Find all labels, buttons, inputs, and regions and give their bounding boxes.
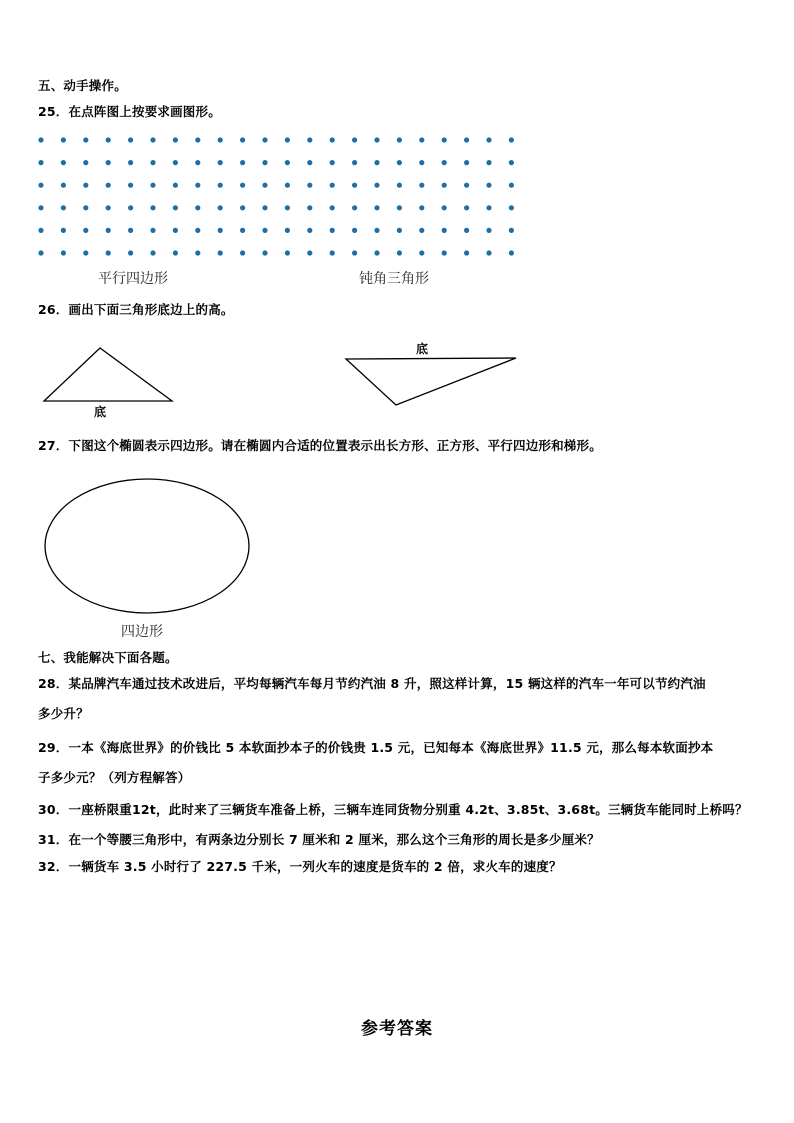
grid-dot: [106, 250, 111, 255]
grid-dot: [509, 228, 514, 233]
grid-dot: [83, 160, 88, 165]
grid-dot: [486, 205, 491, 210]
grid-dot: [397, 205, 402, 210]
grid-dot: [195, 183, 200, 188]
grid-dot: [307, 160, 312, 165]
ellipse-caption: 四边形: [121, 624, 163, 640]
grid-dot: [442, 250, 447, 255]
grid-dot: [106, 205, 111, 210]
grid-dot: [285, 137, 290, 142]
grid-dot: [352, 160, 357, 165]
grid-dot: [61, 250, 66, 255]
question-26: 26．画出下面三角形底边上的高。: [38, 302, 234, 317]
section5-heading: 五、动手操作。: [38, 78, 127, 93]
grid-dot: [173, 160, 178, 165]
grid-dot: [38, 205, 43, 210]
grid-dot: [38, 183, 43, 188]
grid-dot: [464, 183, 469, 188]
grid-dot: [509, 137, 514, 142]
grid-dot: [352, 228, 357, 233]
grid-dot: [262, 250, 267, 255]
grid-dot: [330, 250, 335, 255]
grid-dot: [128, 160, 133, 165]
caption-parallelogram: 平行四边形: [98, 271, 168, 287]
grid-dot: [397, 183, 402, 188]
grid-dot: [173, 137, 178, 142]
grid-dot: [330, 137, 335, 142]
grid-dot: [307, 137, 312, 142]
grid-dot: [218, 137, 223, 142]
grid-dot: [173, 250, 178, 255]
grid-dot: [509, 183, 514, 188]
grid-dot: [352, 205, 357, 210]
grid-dot: [61, 205, 66, 210]
grid-dot: [464, 228, 469, 233]
grid-dot: [419, 250, 424, 255]
question-25: 25．在点阵图上按要求画图形。: [38, 104, 221, 119]
grid-dot: [195, 250, 200, 255]
grid-dot: [285, 160, 290, 165]
grid-dot: [486, 137, 491, 142]
grid-dot: [173, 228, 178, 233]
grid-dot: [61, 228, 66, 233]
question-32: 32．一辆货车 3.5 小时行了 227.5 千米，一列火车的速度是货车的 2 倍，求火车的速度？: [38, 859, 562, 874]
triangle-2: [340, 338, 525, 413]
grid-dot: [374, 250, 379, 255]
grid-dot: [486, 160, 491, 165]
grid-dot: [307, 183, 312, 188]
grid-dot: [374, 205, 379, 210]
caption-obtuse-triangle: 钝角三角形: [359, 271, 429, 287]
grid-dot: [38, 160, 43, 165]
question-29-line1: 29．一本《海底世界》的价钱比 5 本软面抄本子的价钱贵 1.5 元，已知每本《海底世界》11.5 元，那么每本软面抄本: [38, 740, 714, 755]
grid-dot: [150, 205, 155, 210]
grid-dot: [464, 205, 469, 210]
grid-dot: [106, 160, 111, 165]
grid-dot: [61, 137, 66, 142]
grid-dot: [61, 183, 66, 188]
grid-dot: [128, 228, 133, 233]
grid-dot: [150, 160, 155, 165]
question-27: 27．下图这个椭圆表示四边形。请在椭圆内合适的位置表示出长方形、正方形、平行四边形和梯形。: [38, 438, 602, 453]
grid-dot: [262, 228, 267, 233]
grid-dot: [307, 250, 312, 255]
grid-dot: [509, 250, 514, 255]
question-29-line2: 子多少元？（列方程解答）: [38, 770, 191, 785]
grid-dot: [240, 250, 245, 255]
grid-dot: [38, 137, 43, 142]
grid-dot: [218, 160, 223, 165]
grid-dot: [330, 205, 335, 210]
grid-dot: [128, 183, 133, 188]
grid-dot: [128, 250, 133, 255]
grid-dot: [195, 205, 200, 210]
grid-dot: [352, 250, 357, 255]
grid-dot: [240, 205, 245, 210]
grid-dot: [374, 228, 379, 233]
grid-dot: [83, 250, 88, 255]
grid-dot: [106, 183, 111, 188]
grid-dot: [397, 160, 402, 165]
grid-dot: [419, 137, 424, 142]
grid-dot: [352, 137, 357, 142]
grid-dot: [307, 205, 312, 210]
grid-dot: [38, 250, 43, 255]
question-31: 31．在一个等腰三角形中，有两条边分别长 7 厘米和 2 厘米，那么这个三角形的周长是多少厘米？: [38, 832, 600, 847]
question-30: 30．一座桥限重12t，此时来了三辆货车准备上桥，三辆车连同货物分别重 4.2t、3.85t、3.68t。三辆货车能同时上桥吗？: [38, 802, 748, 817]
grid-dot: [150, 183, 155, 188]
grid-dot: [173, 205, 178, 210]
grid-dot: [419, 205, 424, 210]
grid-dot: [374, 137, 379, 142]
grid-dot: [128, 205, 133, 210]
grid-dot: [195, 228, 200, 233]
grid-dot: [262, 205, 267, 210]
grid-dot: [352, 183, 357, 188]
question-28-line2: 多少升？: [38, 706, 89, 721]
grid-dot: [419, 183, 424, 188]
grid-dot: [285, 250, 290, 255]
grid-dot: [397, 137, 402, 142]
grid-dot: [509, 160, 514, 165]
grid-dot: [330, 183, 335, 188]
dot-grid: [30, 130, 520, 260]
grid-dot: [374, 183, 379, 188]
grid-dot: [218, 205, 223, 210]
grid-dot: [442, 160, 447, 165]
grid-dot: [150, 137, 155, 142]
grid-dot: [173, 183, 178, 188]
triangle-1: [38, 340, 183, 425]
grid-dot: [486, 250, 491, 255]
triangle-1-base-label: 底: [94, 405, 107, 419]
section7-heading: 七、我能解决下面各题。: [38, 650, 178, 665]
grid-dot: [262, 183, 267, 188]
grid-dot: [262, 137, 267, 142]
grid-dot: [486, 228, 491, 233]
grid-dot: [442, 228, 447, 233]
grid-dot: [307, 228, 312, 233]
grid-dot: [509, 205, 514, 210]
grid-dot: [150, 228, 155, 233]
answer-section-title: 参考答案: [361, 1019, 433, 1039]
grid-dot: [106, 228, 111, 233]
grid-dot: [262, 160, 267, 165]
grid-dot: [374, 160, 379, 165]
grid-dot: [195, 160, 200, 165]
grid-dot: [83, 183, 88, 188]
grid-dot: [464, 160, 469, 165]
grid-dot: [195, 137, 200, 142]
grid-dot: [397, 250, 402, 255]
grid-dot: [61, 160, 66, 165]
grid-dot: [442, 137, 447, 142]
grid-dot: [464, 137, 469, 142]
grid-dot: [330, 160, 335, 165]
grid-dot: [83, 228, 88, 233]
grid-dot: [397, 228, 402, 233]
quadrilateral-ellipse: [40, 475, 255, 620]
grid-dot: [240, 228, 245, 233]
grid-dot: [285, 183, 290, 188]
grid-dot: [128, 137, 133, 142]
grid-dot: [218, 250, 223, 255]
grid-dot: [106, 137, 111, 142]
triangle-2-base-label: 底: [416, 342, 429, 356]
grid-dot: [330, 228, 335, 233]
grid-dot: [240, 183, 245, 188]
grid-dot: [442, 205, 447, 210]
grid-dot: [285, 228, 290, 233]
grid-dot: [240, 137, 245, 142]
grid-dot: [150, 250, 155, 255]
grid-dot: [486, 183, 491, 188]
grid-dot: [285, 205, 290, 210]
grid-dot: [419, 160, 424, 165]
grid-dot: [218, 228, 223, 233]
grid-dot: [83, 205, 88, 210]
grid-dot: [218, 183, 223, 188]
grid-dot: [83, 137, 88, 142]
grid-dot: [464, 250, 469, 255]
question-28-line1: 28．某品牌汽车通过技术改进后，平均每辆汽车每月节约汽油 8 升，照这样计算，15 辆这样的汽车一年可以节约汽油: [38, 676, 706, 691]
grid-dot: [240, 160, 245, 165]
grid-dot: [419, 228, 424, 233]
grid-dot: [442, 183, 447, 188]
grid-dot: [38, 228, 43, 233]
